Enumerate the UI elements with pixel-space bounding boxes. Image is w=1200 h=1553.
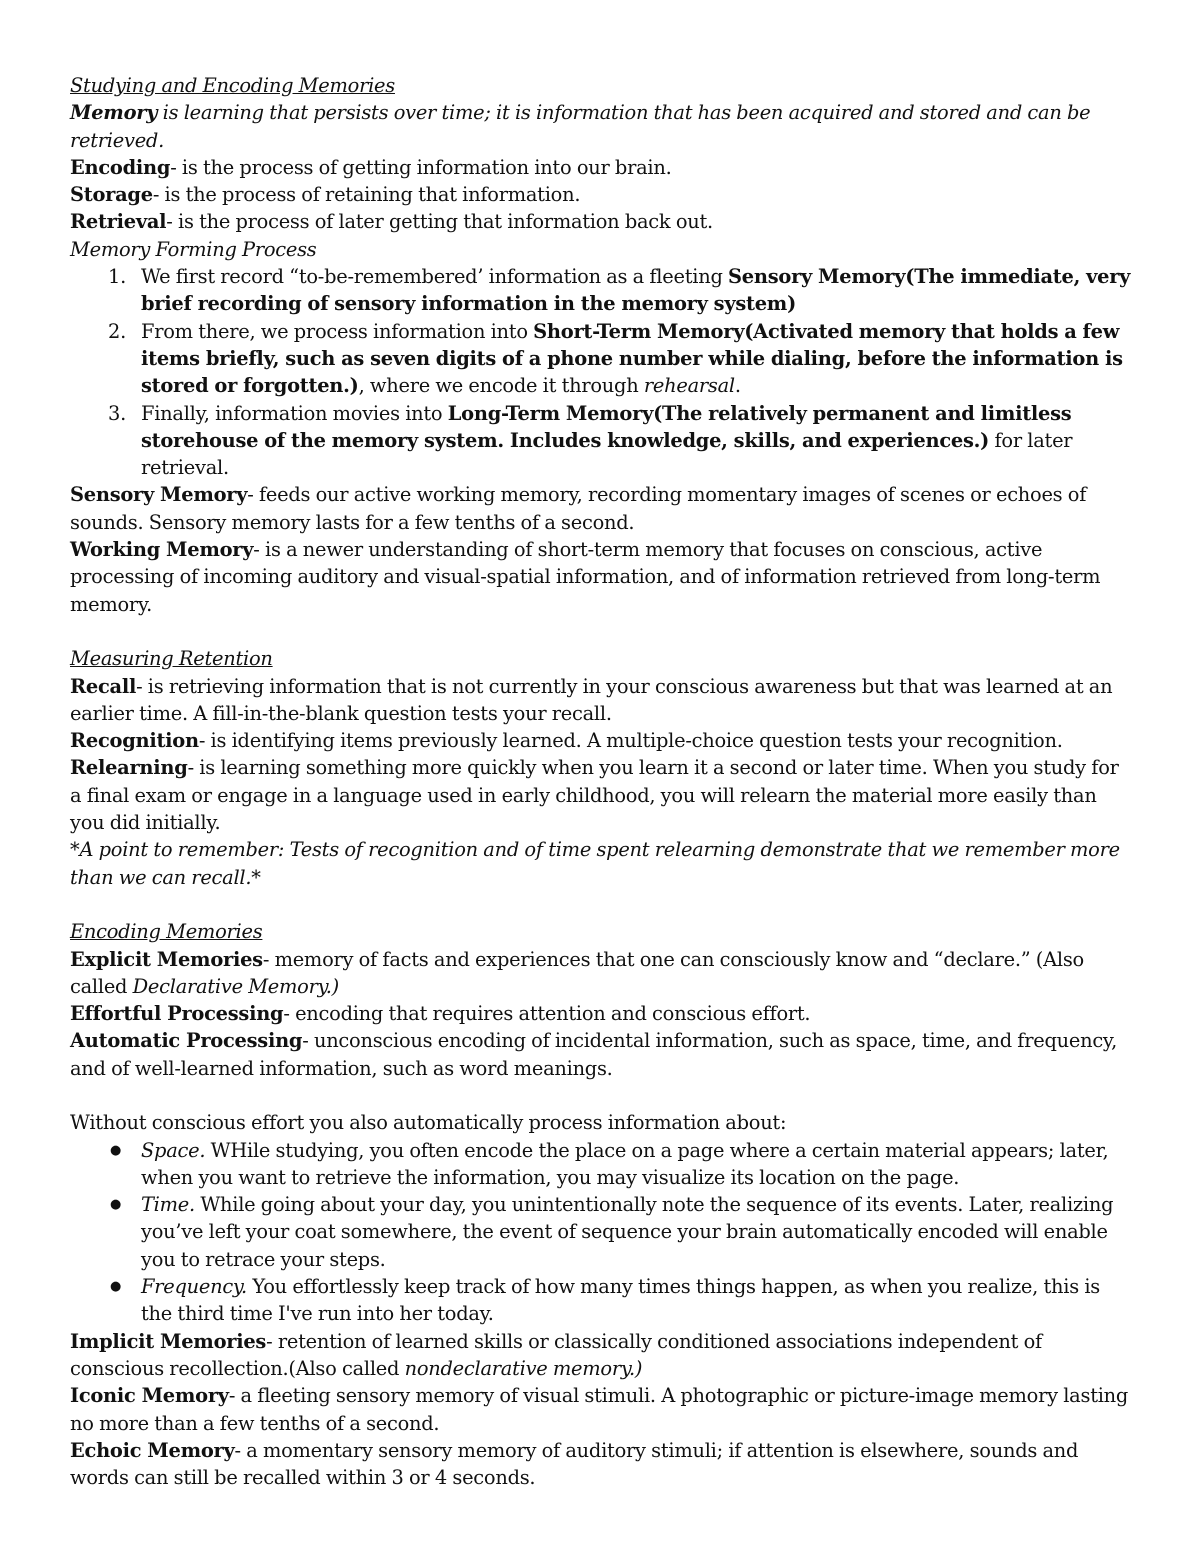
bullet-icon: ● [110,1279,122,1295]
list-item [70,1137,1135,1192]
automatic-processing-list [70,1137,1135,1328]
step-text-after: , where we encode it through [358,374,644,398]
working-memory-definition [70,536,1135,618]
bullet-label: Frequency. [141,1275,247,1299]
list-number: 2. [108,319,127,343]
term-memory: Memory [70,101,158,125]
relearning-text: - is learning something more quickly when you learn it a second or later time. When you study for a final exam or engage in a language used in early childhood, you will relearn the material more easily than you did initially. [70,756,1119,835]
encoding-definition [70,154,1135,181]
blank-line [70,1082,1135,1109]
bullet-text: While going about your day, you unintentionally note the sequence of its events. Later, realizing you’ve left your coat somewhere, the event of sequence your brain automatically encoded will enable you to retrace your steps. [141,1193,1114,1271]
bullet-icon: ● [110,1197,122,1213]
step-text: From there, we process information into [141,319,534,343]
recall-text: - is retrieving information that is not currently in your conscious awareness but that was learned at an earlier time. A fill-in-the-blank question tests your recall. [70,674,1113,725]
relearning-definition [70,754,1135,836]
step-text: We first record “to-be-remembered’ information as a fleeting [141,265,729,289]
term-sensory-memory: Sensory Memory [70,483,248,507]
sensory-memory-text: - feeds our active working memory, recording momentary images of scenes or echoes of sounds. Sensory memory lasts for a few tenths of a second. [70,483,1087,534]
list-item [70,263,1135,318]
iconic-memory-definition [70,1382,1135,1437]
term-retrieval: Retrieval [70,210,167,234]
step-italic: rehearsal [643,374,735,398]
section-heading-encoding-memories: Encoding Memories [70,920,263,944]
implicit-memories-text: - retention of learned skills or classically conditioned associations independent of conscious recollection.(Also called [70,1329,1042,1380]
storage-definition [70,181,1135,208]
bullet-label: Time. [141,1193,195,1217]
step-term: Short-Term Memory(Activated memory that holds a few items briefly, such as seven digits of a phone number while dialing, before the information is stored or forgotten.) [141,319,1123,398]
list-number: 1. [108,265,127,289]
term-iconic-memory: Iconic Memory [70,1384,229,1408]
bullet-text: You effortlessly keep track of how many times things happen, as when you realize, this is the third time I've run into her today. [141,1275,1100,1326]
implicit-memories-italic: nondeclarative memory.) [404,1356,643,1380]
working-memory-text: - is a newer understanding of short-term memory that focuses on conscious, active processing of incoming auditory and visual-spatial information, and of information retrieved from long-term memory. [70,538,1101,616]
effortful-processing-definition [70,1000,1135,1027]
bullet-icon: ● [110,1142,122,1158]
step-term: Long-Term Memory(The relatively permanent and limitless storehouse of the memory system. Includes knowledge, skills, and experiences.) [141,401,1072,452]
implicit-memories-definition [70,1328,1135,1383]
term-effortful-processing: Effortful Processing [70,1002,284,1026]
step-term: Sensory Memory(The immediate, very brief recording of sensory information in the memory system) [141,265,1131,316]
encoding-text: - is the process of getting information into our brain. [170,155,672,179]
bullet-label: Space. [141,1138,206,1162]
term-automatic-processing: Automatic Processing [70,1029,303,1053]
automatic-processing-definition [70,1027,1135,1082]
document-page [70,72,1135,1491]
step-end: . [734,374,741,398]
memory-definition-text: is learning that persists over time; it is information that has been acquired and stored and can be retrieved. [70,101,1091,152]
effortful-processing-text: - encoding that requires attention and conscious effort. [283,1002,811,1026]
storage-text: - is the process of retaining that information. [152,183,581,207]
retrieval-definition [70,208,1135,235]
recognition-text: - is identifying items previously learned. A multiple-choice question tests your recognition. [198,729,1063,753]
memory-process-list [70,263,1135,481]
bullet-text: WHile studying, you often encode the place on a page where a certain material appears; later, when you want to retrieve the information, you may visualize its location on the page. [141,1138,1109,1189]
term-implicit-memories: Implicit Memories [70,1329,267,1353]
blank-line [70,891,1135,918]
step-text: Finally, information movies into [141,401,448,425]
term-explicit-memories: Explicit Memories [70,947,263,971]
echoic-memory-text: - a momentary sensory memory of auditory stimuli; if attention is elsewhere, sounds and words can still be recalled within 3 or 4 seconds. [70,1438,1079,1490]
recognition-definition [70,727,1135,754]
list-item [70,1273,1135,1328]
retrieval-text: - is the process of later getting that information back out. [166,210,713,234]
term-echoic-memory: Echoic Memory [70,1438,235,1462]
section-heading-studying: Studying and Encoding Memories [70,74,395,97]
sensory-memory-definition [70,481,1135,536]
term-recall: Recall [70,674,137,698]
explicit-memories-text: - memory of facts and experiences that one can consciously know and “declare.” (Also called [70,947,1084,998]
recall-definition [70,673,1135,728]
subheading-memory-forming-process: Memory Forming Process [70,237,317,261]
section-heading-measuring-retention: Measuring Retention [70,647,273,671]
term-relearning: Relearning [70,756,188,780]
iconic-memory-text: - a fleeting sensory memory of visual stimuli. A photographic or picture-image memory lasting no more than a few tenths of a second. [70,1384,1129,1435]
explicit-memories-italic: Declarative Memory.) [132,974,339,998]
term-recognition: Recognition [70,729,199,753]
term-working-memory: Working Memory [70,538,254,562]
step-text-after: for later retrieval. [141,428,1073,480]
list-number: 3. [108,401,127,425]
term-encoding: Encoding [70,155,171,179]
memory-definition [70,99,1135,154]
explicit-memories-definition [70,946,1135,1001]
blank-line [70,618,1135,645]
list-item [70,1191,1135,1273]
term-storage: Storage [70,183,153,207]
echoic-memory-definition [70,1437,1135,1492]
list-item [70,400,1135,482]
without-conscious-effort-intro: Without conscious effort you also automatically process information about: [70,1111,787,1135]
point-to-remember-note: *A point to remember: Tests of recognition and of time spent relearning demonstrate that we remember more than we can recall.* [70,838,1120,889]
automatic-processing-text: - unconscious encoding of incidental information, such as space, time, and frequency, and of well-learned information, such as word meanings. [70,1029,1117,1080]
list-item [70,318,1135,400]
